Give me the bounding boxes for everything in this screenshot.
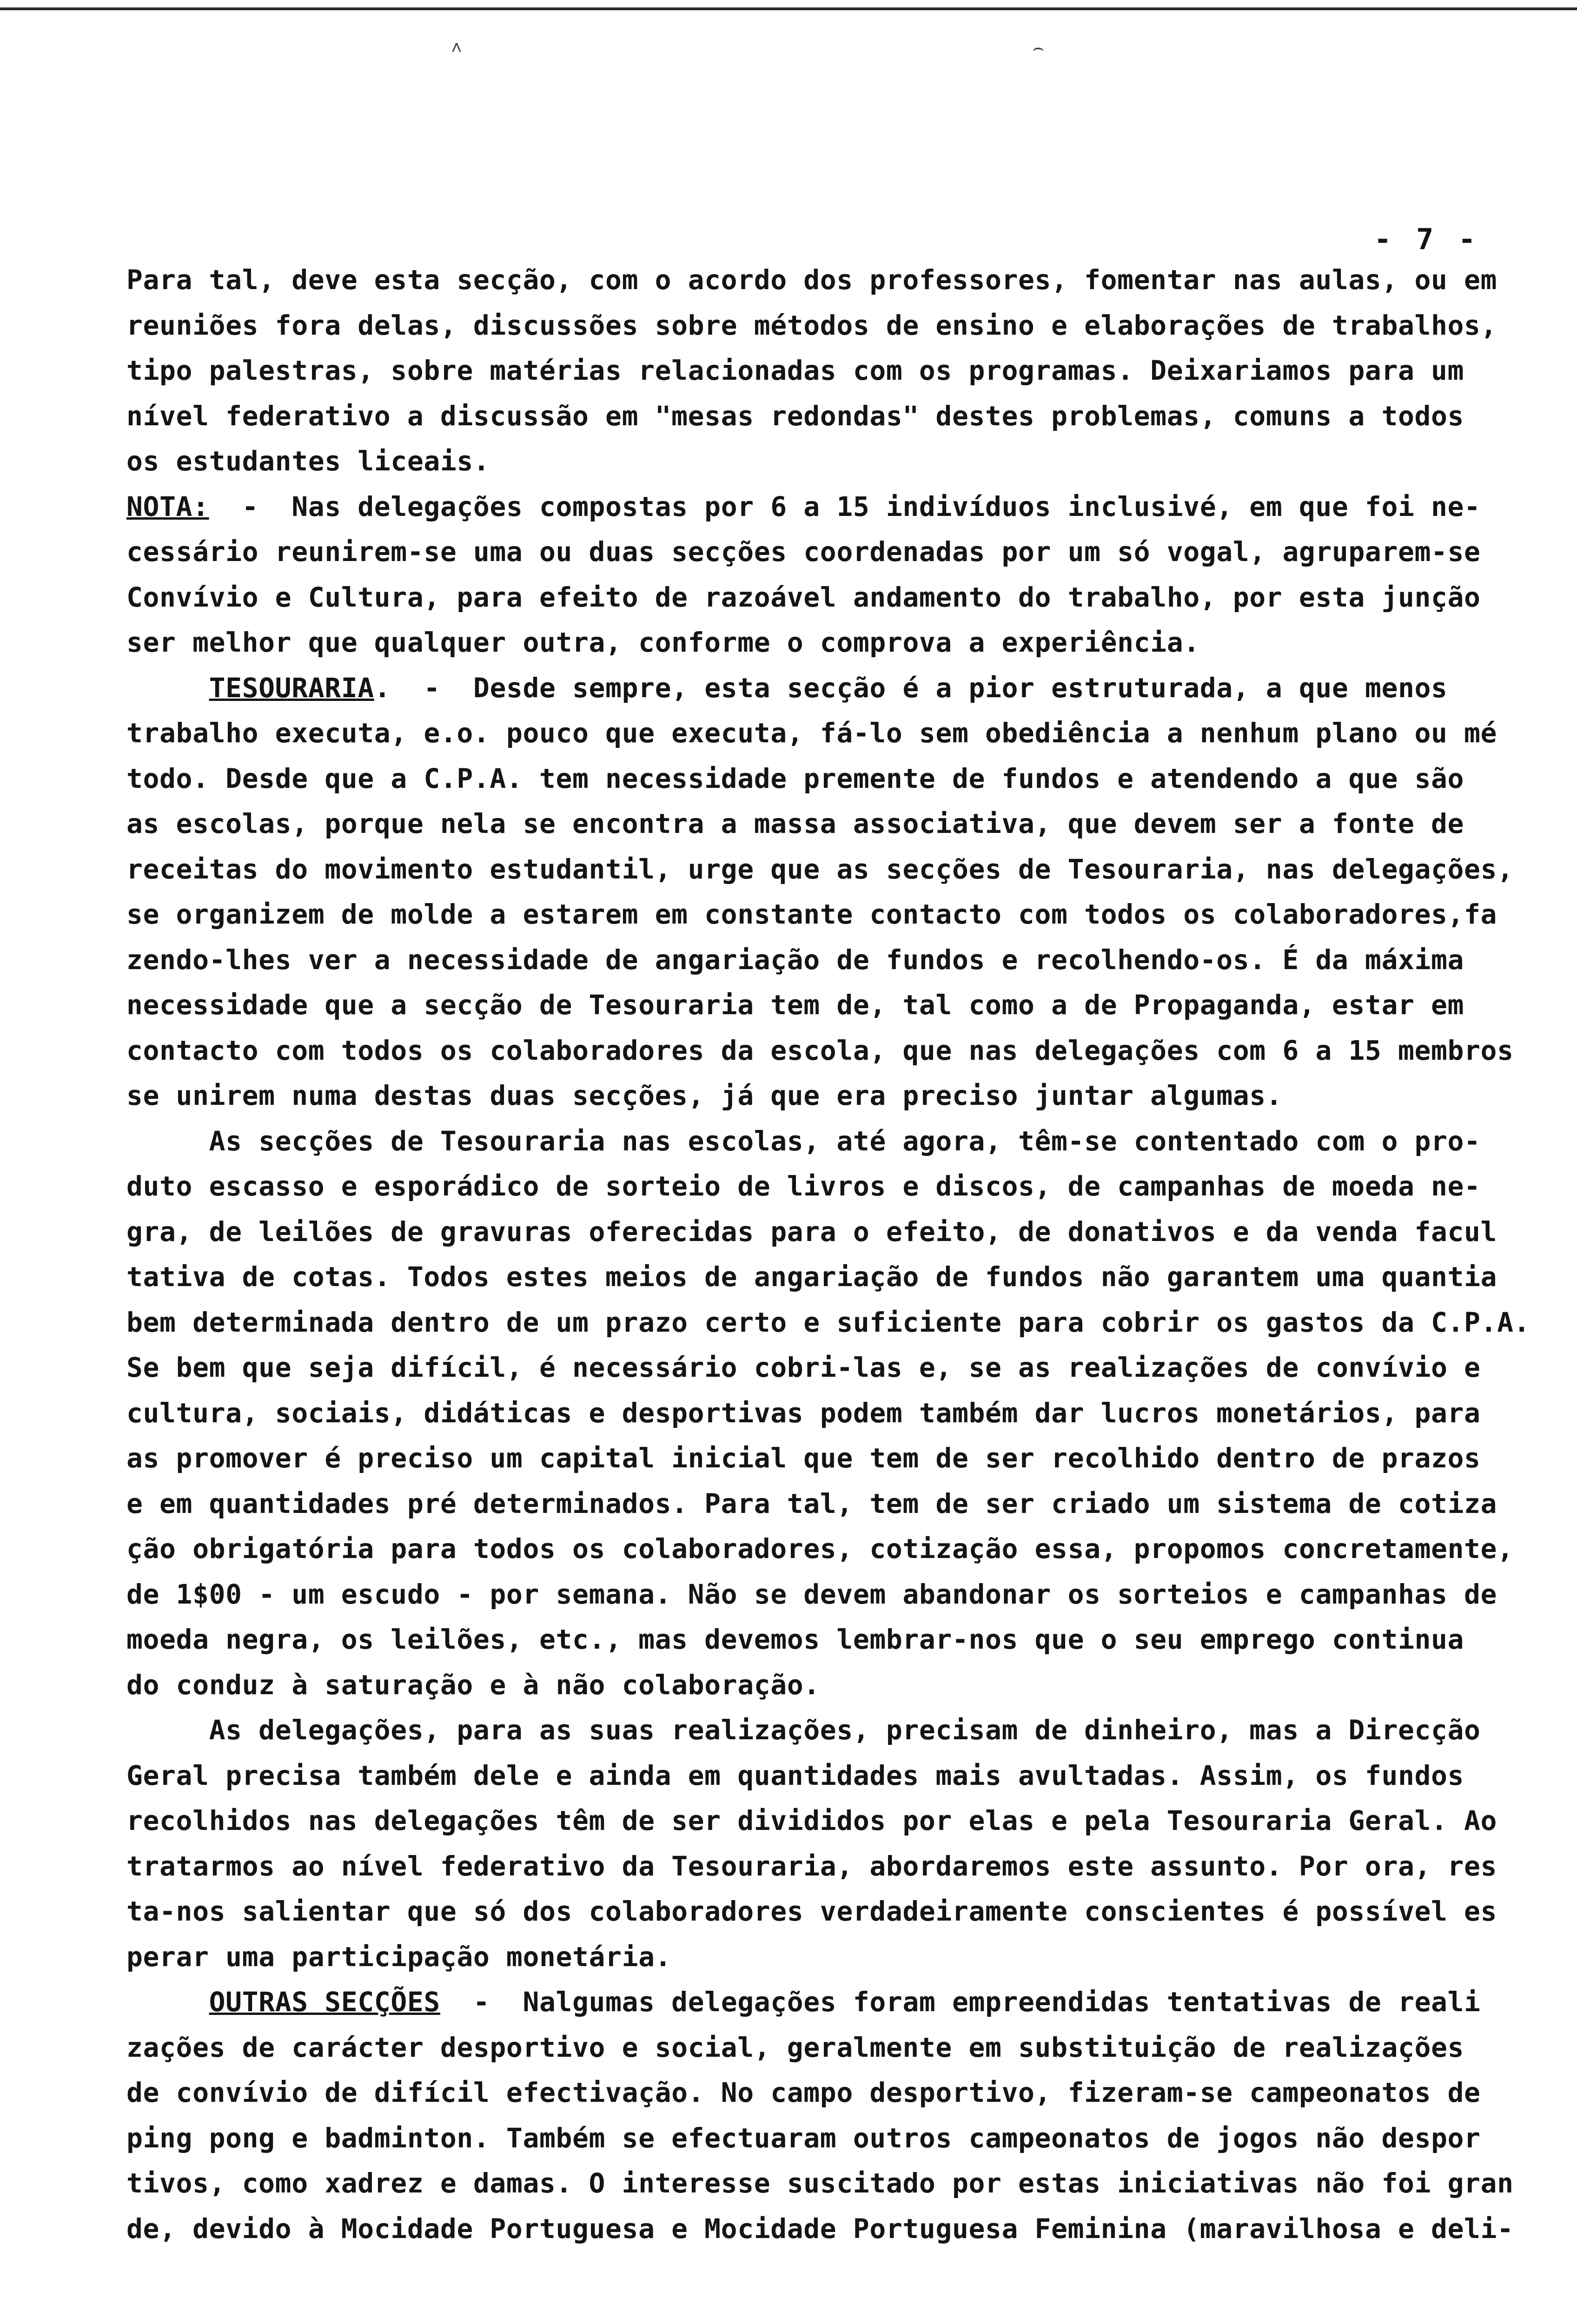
- text-line: Se bem que seja difícil, é necessário cobri-las e, se as realizações de convívio e: [126, 1352, 1481, 1383]
- text-line: TESOURARIA. - Desde sempre, esta secção é a pior estruturada, a que menos: [209, 672, 1448, 704]
- text-line: ta-nos salientar que só dos colaboradores verdadeiramente conscientes é possível es: [126, 1895, 1497, 1927]
- text-line: contacto com todos os colaboradores da escola, que nas delegações com 6 a 15 membros: [126, 1034, 1514, 1066]
- top-border-line: [0, 7, 1577, 10]
- text-line: de convívio de difícil efectivação. No campo desportivo, fizeram-se campeonatos de: [126, 2077, 1481, 2108]
- text-line: Geral precisa também dele e ainda em quantidades mais avultadas. Assim, os fundos: [126, 1759, 1464, 1791]
- text-line: ser melhor que qualquer outra, conforme o comprova a experiência.: [126, 627, 1200, 658]
- text-line: As delegações, para as suas realizações, precisam de dinheiro, mas a Direcção: [126, 1714, 1481, 1746]
- corner-mark-right: ⌢: [1032, 37, 1045, 59]
- text-line: se unirem numa destas duas secções, já que era preciso juntar algumas.: [126, 1080, 1283, 1111]
- text-line: Para tal, deve esta secção, com o acordo dos professores, fomentar nas aulas, ou em: [126, 264, 1497, 296]
- text-line: zendo-lhes ver a necessidade de angariação de fundos e recolhendo-os. É da máxima: [126, 944, 1464, 976]
- corner-mark-left: ˄: [451, 37, 463, 59]
- text-line: reuniões fora delas, discussões sobre métodos de ensino e elaborações de trabalhos,: [126, 309, 1497, 341]
- text-line: As secções de Tesouraria nas escolas, até agora, têm-se contentado com o pro-: [126, 1125, 1481, 1157]
- text-line: tativa de cotas. Todos estes meios de angariação de fundos não garantem uma quantia: [126, 1261, 1497, 1293]
- text-line: cessário reunirem-se uma ou duas secções coordenadas por um só vogal, agruparem-se: [126, 536, 1481, 568]
- text-line: de 1$00 - um escudo - por semana. Não se devem abandonar os sorteios e campanhas de: [126, 1578, 1497, 1610]
- text-line: trabalho executa, e.o. pouco que executa, fá-lo sem obediência a nenhum plano ou mé: [126, 717, 1497, 749]
- text-line: nível federativo a discussão em "mesas redondas" destes problemas, comuns a todos: [126, 400, 1464, 432]
- text-line: recolhidos nas delegações têm de ser divididos por elas e pela Tesouraria Geral. Ao: [126, 1805, 1497, 1836]
- text-line: NOTA: - Nas delegações compostas por 6 a 15 indivíduos inclusivé, em que foi ne-: [126, 490, 1481, 522]
- text-line: moeda negra, os leilões, etc., mas devemos lembrar-nos que o seu emprego continua: [126, 1624, 1464, 1655]
- text-line: os estudantes liceais.: [126, 445, 490, 477]
- text-line: se organizem de molde a estarem em constante contacto com todos os colaboradores,fa: [126, 898, 1497, 930]
- text-line: tratarmos ao nível federativo da Tesouraria, abordaremos este assunto. Por ora, res: [126, 1850, 1497, 1882]
- page-number: - 7 -: [1374, 222, 1479, 256]
- text-line: as escolas, porque nela se encontra a massa associativa, que devem ser a fonte de: [126, 808, 1464, 839]
- text-line: OUTRAS SECÇÕES - Nalgumas delegações foram empreendidas tentativas de reali: [209, 1986, 1481, 2018]
- text-line: cultura, sociais, didáticas e desportivas podem também dar lucros monetários, para: [126, 1397, 1481, 1429]
- text-line: e em quantidades pré determinados. Para tal, tem de ser criado um sistema de cotiza: [126, 1487, 1497, 1519]
- text-line: ping pong e badminton. Também se efectuaram outros campeonatos de jogos não despor: [126, 2122, 1481, 2154]
- text-line: de, devido à Mocidade Portuguesa e Mocidade Portuguesa Feminina (maravilhosa e deli-: [126, 2212, 1514, 2245]
- text-line: tivos, como xadrez e damas. O interesse suscitado por estas iniciativas não foi gran: [126, 2167, 1514, 2199]
- text-line: ção obrigatória para todos os colaboradores, cotização essa, propomos concretamente,: [126, 1533, 1514, 1565]
- text-line: necessidade que a secção de Tesouraria tem de, tal como a de Propaganda, estar em: [126, 989, 1464, 1021]
- text-line: zações de carácter desportivo e social, geralmente em substituição de realizações: [126, 2031, 1464, 2063]
- text-line: tipo palestras, sobre matérias relacionadas com os programas. Deixariamos para um: [126, 355, 1464, 386]
- text-line: perar uma participação monetária.: [126, 1941, 672, 1973]
- text-line: todo. Desde que a C.P.A. tem necessidade premente de fundos e atendendo a que são: [126, 762, 1464, 794]
- text-line: receitas do movimento estudantil, urge que as secções de Tesouraria, nas delegações,: [126, 853, 1514, 885]
- text-line: as promover é preciso um capital inicial que tem de ser recolhido dentro de prazos: [126, 1442, 1481, 1474]
- text-line: gra, de leilões de gravuras oferecidas para o efeito, de donativos e da venda facul: [126, 1215, 1497, 1248]
- text-line: do conduz à saturação e à não colaboração.: [126, 1669, 820, 1701]
- body-text: [126, 257, 1531, 2251]
- text-line: Convívio e Cultura, para efeito de razoável andamento do trabalho, por esta junção: [126, 581, 1481, 613]
- text-line: bem determinada dentro de um prazo certo e suficiente para cobrir os gastos da C.P.A.: [126, 1306, 1531, 1338]
- text-line: duto escasso e esporádico de sorteio de livros e discos, de campanhas de moeda ne-: [126, 1170, 1481, 1202]
